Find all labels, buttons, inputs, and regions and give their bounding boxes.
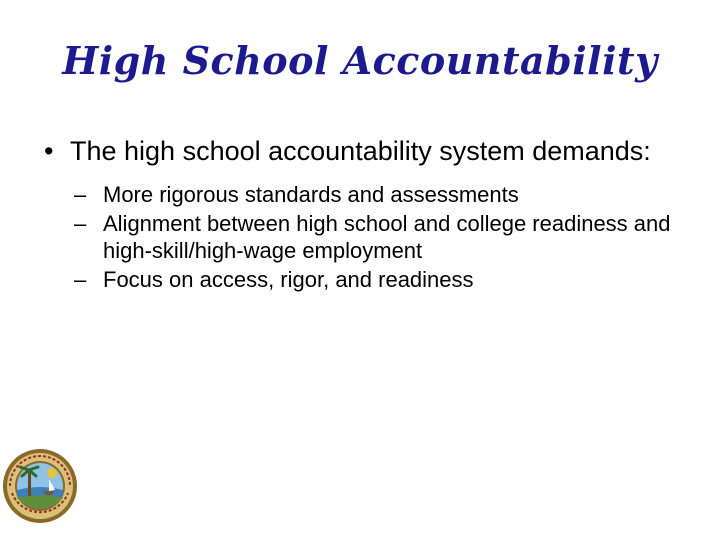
sub-bullet-marker: – <box>74 211 87 236</box>
sub-bullet-text: More rigorous standards and assessments <box>103 182 519 207</box>
sub-bullet-marker: – <box>74 182 87 207</box>
state-seal-icon <box>2 448 78 524</box>
sub-bullet-text: Focus on access, rigor, and readiness <box>103 267 474 292</box>
sub-bullet-item <box>74 266 694 293</box>
sub-bullet-item <box>74 210 694 264</box>
sub-bullet-marker: – <box>74 267 87 292</box>
sub-bullet-item <box>74 181 694 208</box>
seal-palm-trunk <box>28 470 31 496</box>
bullet-text: The high school accountability system demands: <box>70 136 651 166</box>
slide-title: High School Accountability <box>62 38 658 83</box>
bullet-marker: • <box>44 136 54 166</box>
seal-sun <box>47 468 57 478</box>
bullet-item <box>44 134 694 169</box>
slide-body <box>44 134 694 295</box>
sub-bullet-list <box>44 181 694 293</box>
sub-bullet-text: Alignment between high school and college readiness and high-skill/high-wage employment <box>103 211 671 263</box>
